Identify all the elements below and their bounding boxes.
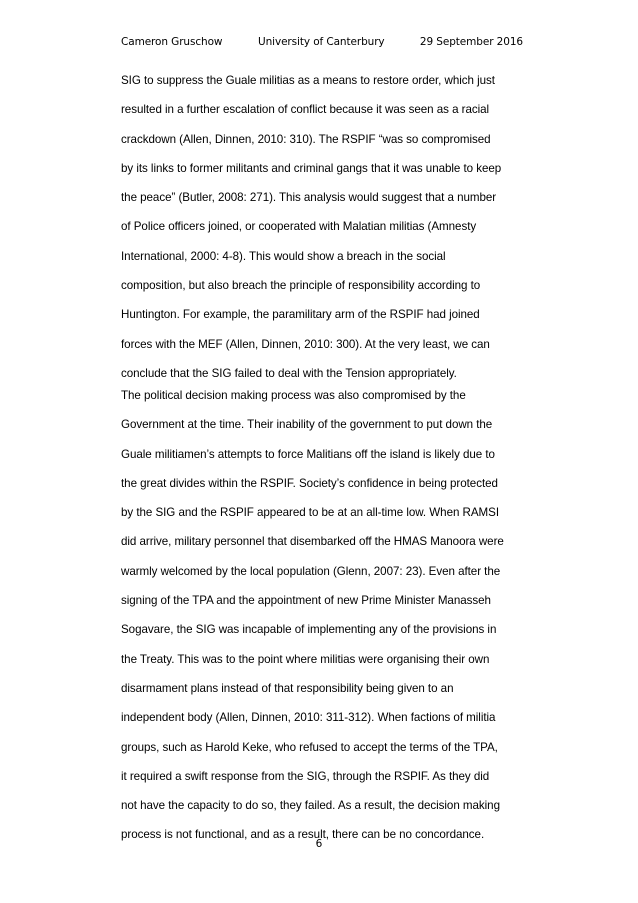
text-line: warmly welcomed by the local population (Glenn, 2007: 23). Even after the [121, 564, 501, 578]
text-line: composition, but also breach the principle of responsibility according to [121, 279, 481, 293]
header-institution: University of Canterbury [258, 36, 385, 48]
text-line: independent body (Allen, Dinnen, 2010: 311-312). When factions of militia [121, 711, 496, 725]
text-line: of Police officers joined, or cooperated with Malatian militias (Amnesty [121, 220, 477, 234]
text-line: the Treaty. This was to the point where militias were organising their own [121, 652, 490, 666]
text-line: The political decision making process was also compromised by the [121, 389, 466, 402]
paragraph-1 [121, 66, 521, 388]
text-line: International, 2000: 4-8). This would show a breach in the social [121, 249, 446, 263]
text-line: by the SIG and the RSPIF appeared to be at an all-time low. When RAMSI [121, 506, 500, 520]
text-line: Sogavare, the SIG was incapable of implementing any of the provisions in [121, 623, 497, 637]
text-line: forces with the MEF (Allen, Dinnen, 2010: 300). At the very least, we can [121, 337, 490, 351]
text-line: disarmament plans instead of that responsibility being given to an [121, 681, 454, 695]
text-line: Huntington. For example, the paramilitary arm of the RSPIF had joined [121, 308, 480, 322]
paragraph-2 [121, 381, 521, 850]
text-line: did arrive, military personnel that disembarked off the HMAS Manoora were [121, 535, 504, 549]
text-line: conclude that the SIG failed to deal with the Tension appropriately. [121, 366, 457, 380]
page-number: 6 [315, 838, 323, 850]
text-line: it required a swift response from the SIG, through the RSPIF. As they did [121, 769, 490, 783]
text-line: the peace” (Butler, 2008: 271). This analysis would suggest that a number [121, 191, 497, 205]
text-line: Government at the time. Their inability of the government to put down the [121, 418, 493, 432]
header-author: Cameron Gruschow [121, 36, 223, 48]
text-line: process is not functional, and as a result, there can be no concordance. [121, 828, 485, 842]
text-line: resulted in a further escalation of conflict because it was seen as a racial [121, 103, 490, 117]
text-line: Guale militiamen’s attempts to force Malitians off the island is likely due to [121, 447, 495, 461]
page-header [121, 36, 523, 54]
text-line: crackdown (Allen, Dinnen, 2010: 310). The RSPIF “was so compromised [121, 132, 491, 146]
text-line: groups, such as Harold Keke, who refused to accept the terms of the TPA, [121, 740, 498, 754]
text-line: the great divides within the RSPIF. Society’s confidence in being protected [121, 476, 498, 490]
header-date: 29 September 2016 [419, 36, 523, 48]
text-line: signing of the TPA and the appointment of new Prime Minister Manasseh [121, 594, 491, 608]
text-line: by its links to former militants and criminal gangs that it was unable to keep [121, 161, 502, 175]
text-line: SIG to suppress the Guale militias as a means to restore order, which just [121, 74, 495, 87]
text-line: not have the capacity to do so, they failed. As a result, the decision making [121, 799, 500, 813]
